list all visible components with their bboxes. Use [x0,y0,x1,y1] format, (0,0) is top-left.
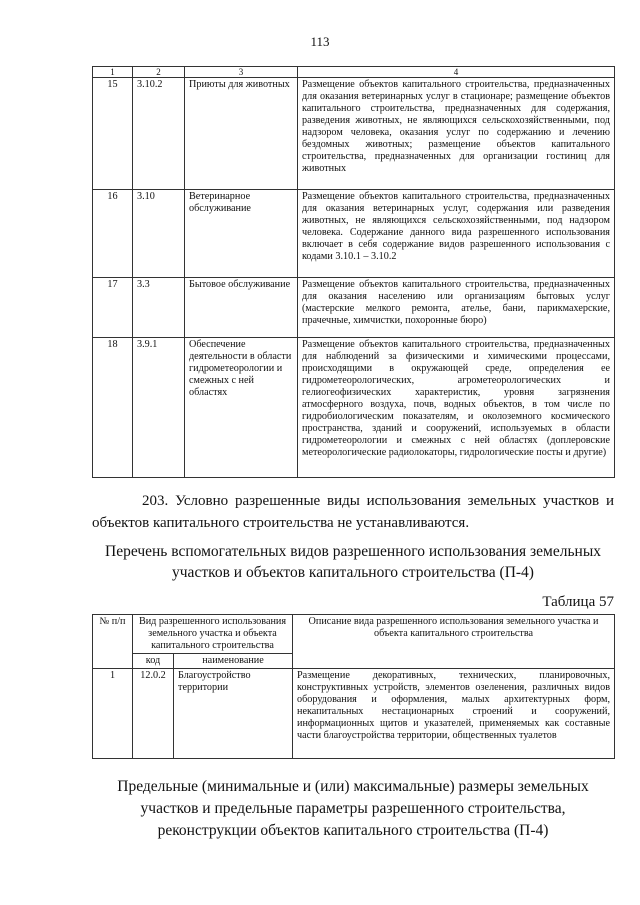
subheader-code: код [133,654,174,669]
row-code: 12.0.2 [133,669,174,759]
permitted-uses-table [92,66,615,478]
header-use-type: Вид разрешенного использования земельного участка и объекта капитального строительства [133,615,293,654]
table-header-row [93,615,615,654]
row-number: 17 [93,278,133,338]
row-description: Размещение объектов капитального строительства, предназначенных для наблюдений за физическими и химическими процессами, происходящими в окружающей среде, определения ее гидрометеорологических, агрометеорологических и гелиогеофизических характеристик, уровня загрязнения атмосферного воздуха, почв, водных объектов, в том числе по гидробиологическим показателям, и околоземного космического пространства, зданий и сооружений, используемых в области гидрометеорологии и смежных с ней областях (доплеровские метеорологические радиолокаторы, гидрологические посты и другие) [298,338,615,478]
header-number: № п/п [93,615,133,669]
row-name: Обеспечение деятельности в области гидрометеорологии и смежных с ней областях [185,338,298,478]
row-code: 3.9.1 [133,338,185,478]
row-code: 3.3 [133,278,185,338]
header-cell: 2 [133,67,185,78]
row-code: 3.10 [133,190,185,278]
row-description: Размещение декоративных, технических, планировочных, конструктивных устройств, элементов озеленения, различных видов оборудования и оформления, малых архитектурных форм, некапитальных нестационарных строений и сооружений, информационных щитов и указателей, применяемых как составные части благоустройства территории, общественных туалетов [293,669,615,759]
section-heading-limits: Предельные (минимальные и (или) максимальные) размеры земельных участков и предельные параметры разрешенного строительства, реконструкции объектов капитального строительства (П-4) [117,778,589,839]
paragraph-203: 203. Условно разрешенные виды использования земельных участков и объектов капитального строительства не устанавливаются. [92,493,614,531]
header-cell: 4 [298,67,615,78]
row-name: Благоустройство территории [174,669,293,759]
row-number: 16 [93,190,133,278]
row-number: 18 [93,338,133,478]
row-description: Размещение объектов капитального строительства, предназначенных для оказания населению или организациям бытовых услуг (мастерские мелкого ремонта, ателье, бани, парикмахерские, прачечные, химчистки, похоронные бюро) [298,278,615,338]
row-name: Ветеринарное обслуживание [185,190,298,278]
subheader-name: наименование [174,654,293,669]
header-description: Описание вида разрешенного использования земельного участка и объекта капитального строительства [293,615,615,669]
header-cell: 1 [93,67,133,78]
header-cell: 3 [185,67,298,78]
section-heading-auxiliary: Перечень вспомогательных видов разрешенного использования земельных участков и объектов капитального строительства (П-4) [105,543,601,581]
table-row [93,669,615,759]
table-row [93,190,615,278]
row-name: Бытовое обслуживание [185,278,298,338]
table-header-row [93,67,615,78]
page-number: 113 [310,34,330,49]
row-description: Размещение объектов капитального строительства, предназначенных для оказания ветеринарных услуг в стационаре; размещение объектов капитального строительства, предназначенных для содержания, разведения животных, не являющихся сельскохозяйственными, под надзором человека, оказания услуг по содержанию и лечению бездомных животных; размещение объектов капитального строительства, предназначенных для организации гостиниц для животных [298,78,615,190]
table-row [93,78,615,190]
row-number: 15 [93,78,133,190]
row-number: 1 [93,669,133,759]
table-caption: Таблица 57 [542,594,614,610]
table-row [93,278,615,338]
table-row [93,338,615,478]
row-description: Размещение объектов капитального строительства, предназначенных для оказания ветеринарных услуг, содержания или разведения животных, не являющихся сельскохозяйственными, под надзором человека. Содержание данного вида разрешенного использования включает в себя содержание видов разрешенного использования с кодами 3.10.1 – 3.10.2 [298,190,615,278]
row-code: 3.10.2 [133,78,185,190]
auxiliary-uses-table [92,614,615,759]
row-name: Приюты для животных [185,78,298,190]
